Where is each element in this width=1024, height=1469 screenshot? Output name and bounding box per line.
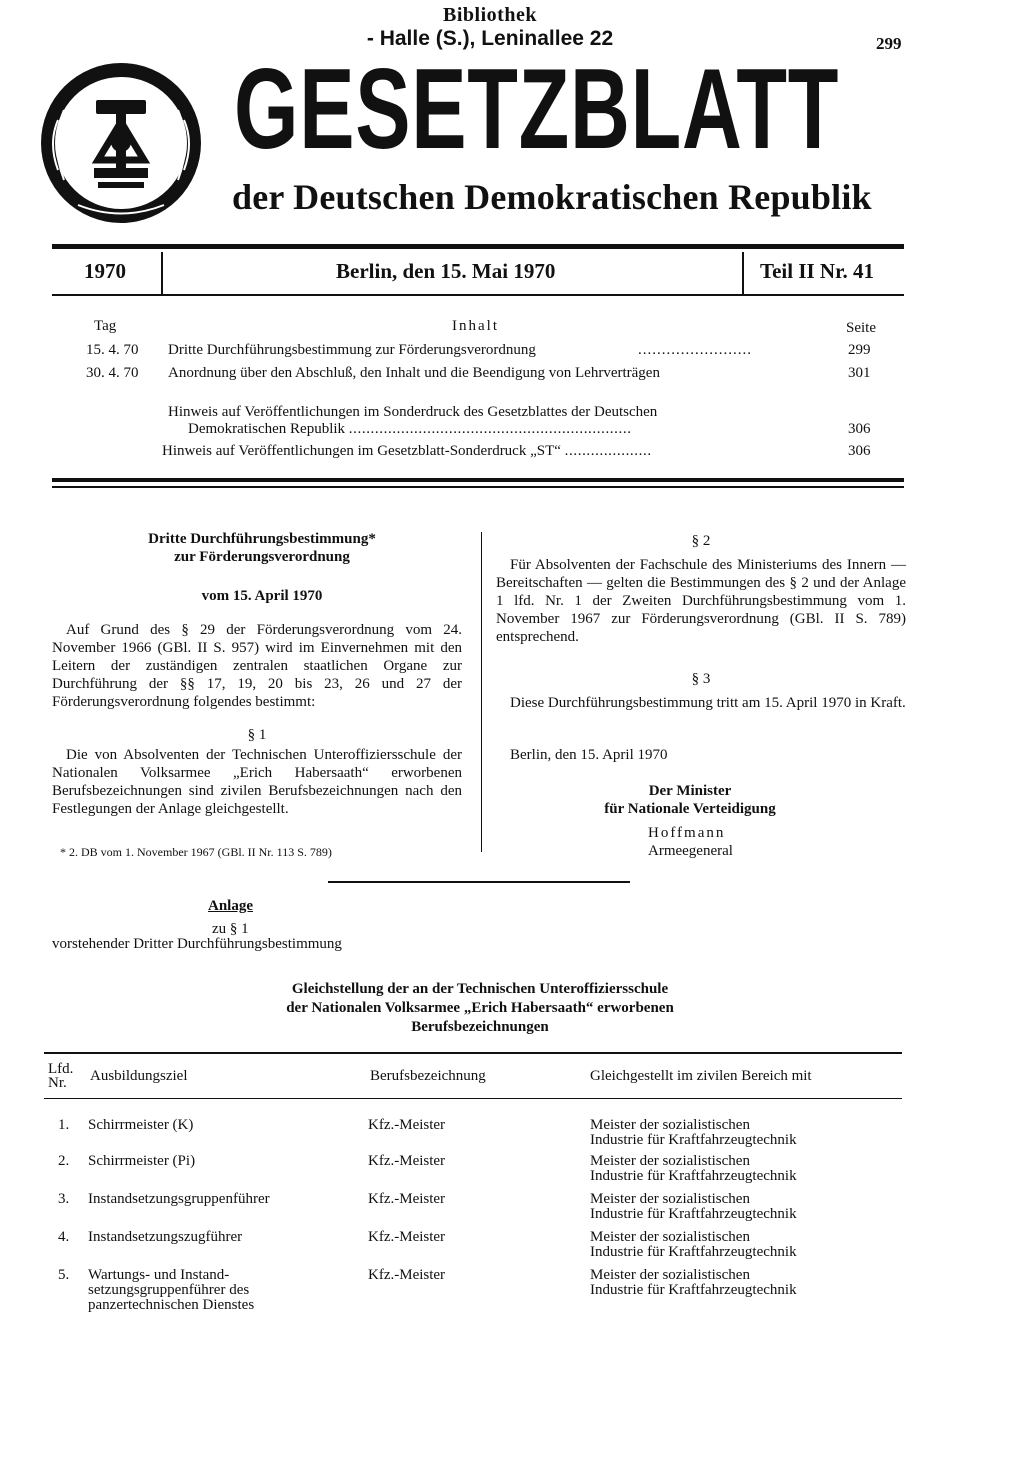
row-goal: Instandsetzungsgruppenführer bbox=[88, 1191, 270, 1207]
toc-page: 301 bbox=[848, 365, 871, 381]
row-nr: 4. bbox=[58, 1229, 70, 1245]
issue-part: Teil II Nr. 41 bbox=[760, 259, 874, 283]
toc-title: Anordnung über den Abschluß, den Inhalt und die Beendigung von Lehrverträgen bbox=[168, 365, 660, 381]
stamp-line-1: Bibliothek bbox=[443, 4, 537, 26]
article-title-line: zur Förderungsverordnung bbox=[174, 549, 350, 565]
row-equal: Industrie für Kraftfahrzeugtechnik bbox=[590, 1282, 797, 1298]
signer-name: Hoffmann bbox=[648, 825, 726, 841]
table-top-rule bbox=[44, 1052, 902, 1054]
section-2-body: Für Absolventen der Fachschule des Ministeriums des Innern — Bereitschaften — gelten die Bestimmungen des § 2 und der Anlage 1 lfd. Nr. 1 der Zweiten Durchführungsbestimmung vom 1. November 1967 zur Förderungsverordnung (GBl. II S. 789) entsprechend. bbox=[496, 557, 906, 645]
library-stamp bbox=[360, 4, 620, 50]
row-equal: Meister der sozialistischen bbox=[590, 1267, 750, 1283]
state-emblem-icon bbox=[38, 60, 204, 226]
signer-title: für Nationale Verteidigung bbox=[604, 801, 776, 817]
annex-ref-line: zu § 1 bbox=[212, 921, 249, 937]
annex-title bbox=[120, 980, 840, 1037]
row-nr: 5. bbox=[58, 1267, 70, 1283]
table-header-goal: Ausbildungsziel bbox=[90, 1068, 188, 1084]
row-goal: panzertechnischen Dienstes bbox=[88, 1297, 255, 1313]
row-goal: Wartungs- und Instand- bbox=[88, 1267, 230, 1283]
footnote: * 2. DB vom 1. November 1967 (GBl. II Nr. 113 S. 789) bbox=[60, 845, 332, 859]
section-3-heading: § 3 bbox=[691, 671, 711, 687]
toc-note-line: Hinweis auf Veröffentlichungen im Gesetzblatt-Sonderdruck „ST“ bbox=[162, 443, 561, 459]
annex-ref-line: vorstehender Dritter Durchführungsbestimmung bbox=[52, 936, 342, 952]
row-equal: Industrie für Kraftfahrzeugtechnik bbox=[590, 1168, 797, 1184]
toc-dots: ........................ bbox=[638, 342, 752, 358]
issue-place-date: Berlin, den 15. Mai 1970 bbox=[336, 259, 556, 283]
section-3-body: Diese Durchführungsbestimmung tritt am 15. April 1970 in Kraft. bbox=[510, 695, 906, 711]
toc-entry bbox=[86, 365, 886, 382]
toc-date: 15. 4. 70 bbox=[86, 342, 139, 358]
signer-rank: Armeegeneral bbox=[648, 843, 733, 859]
toc-date: 30. 4. 70 bbox=[86, 365, 139, 381]
toc-entry bbox=[86, 342, 886, 359]
table-header-rule bbox=[44, 1098, 902, 1099]
article-preamble bbox=[52, 621, 462, 711]
toc-note-line2: Demokratischen Republik bbox=[188, 421, 346, 437]
row-title: Kfz.-Meister bbox=[368, 1191, 446, 1207]
toc-note bbox=[162, 443, 652, 460]
stamp-line-2: - Halle (S.), Leninallee 22 bbox=[366, 27, 614, 50]
signer-title: Der Minister bbox=[648, 783, 732, 799]
toc-dots: .................... bbox=[564, 443, 652, 459]
section-2-text bbox=[496, 556, 906, 646]
article-date: vom 15. April 1970 bbox=[201, 588, 323, 604]
row-equal: Meister der sozialistischen bbox=[590, 1117, 750, 1133]
row-nr: 3. bbox=[58, 1191, 70, 1207]
row-equal: Meister der sozialistischen bbox=[590, 1153, 750, 1169]
table-header-nr-line: Nr. bbox=[48, 1075, 67, 1091]
row-nr: 2. bbox=[58, 1153, 70, 1169]
toc-bottom-rule bbox=[52, 486, 904, 488]
page-number: 299 bbox=[876, 34, 902, 53]
table-header-title: Berufsbezeichnung bbox=[370, 1068, 486, 1084]
issue-year: 1970 bbox=[84, 259, 126, 283]
column-divider bbox=[481, 532, 482, 852]
toc-page: 306 bbox=[848, 443, 871, 459]
section-2-heading: § 2 bbox=[691, 533, 711, 549]
row-equal: Industrie für Kraftfahrzeugtechnik bbox=[590, 1132, 797, 1148]
masthead-title: GESETZBLATT bbox=[234, 44, 840, 173]
signature-place-date: Berlin, den 15. April 1970 bbox=[510, 747, 668, 763]
toc-col-page: Seite bbox=[846, 320, 876, 336]
row-goal: Schirrmeister (K) bbox=[88, 1117, 194, 1133]
row-equal: Meister der sozialistischen bbox=[590, 1229, 750, 1245]
annex-separator-rule bbox=[328, 881, 630, 883]
annex-title-line: Gleichstellung der an der Technischen Unteroffiziersschule bbox=[291, 981, 669, 997]
toc-col-day: Tag bbox=[94, 318, 117, 334]
band-bottom-rule bbox=[52, 294, 904, 296]
toc-bottom-rule bbox=[52, 478, 904, 482]
annex-title-line: Berufsbezeichnungen bbox=[411, 1019, 549, 1035]
toc-page: 306 bbox=[848, 421, 871, 437]
row-title: Kfz.-Meister bbox=[368, 1267, 446, 1283]
divider bbox=[742, 252, 744, 294]
preamble-text: Auf Grund des § 29 der Förderungsverordnung vom 24. November 1966 (GBl. II S. 957) wird im Einvernehmen mit den Leitern der zuständigen zentralen staatlichen Organe zur Durchführung der §§ 17, 19, 20 bis 23, 26 und 27 der Förderungsverordnung folgendes bestimmt: bbox=[52, 622, 462, 710]
toc-note-line: Hinweis auf Veröffentlichungen im Sonderdruck des Gesetzblattes der Deutschen bbox=[168, 404, 658, 420]
section-1-body: Die von Absolventen der Technischen Unteroffiziersschule der Nationalen Volksarmee „Erich Habersaath“ erworbenen Berufsbezeichnungen sind zivilen Berufsbezeichnungen nach den Festlegungen der Anlage gleichgestellt. bbox=[52, 747, 462, 817]
masthead-subtitle: der Deutschen Demokratischen Republik bbox=[232, 177, 872, 217]
section-3-text bbox=[496, 694, 906, 712]
signer-block bbox=[560, 782, 820, 818]
toc-title: Dritte Durchführungsbestimmung zur Förderungsverordnung bbox=[168, 342, 536, 358]
row-goal: setzungsgruppenführer des bbox=[88, 1282, 250, 1298]
top-rule bbox=[52, 244, 904, 249]
table-header-equal: Gleichgestellt im zivilen Bereich mit bbox=[590, 1068, 812, 1084]
toc-page: 299 bbox=[848, 342, 871, 358]
row-equal: Industrie für Kraftfahrzeugtechnik bbox=[590, 1206, 797, 1222]
article-title-line: Dritte Durchführungsbestimmung* bbox=[148, 531, 376, 547]
annex-heading: Anlage bbox=[208, 898, 253, 914]
divider bbox=[161, 252, 163, 294]
row-equal: Industrie für Kraftfahrzeugtechnik bbox=[590, 1244, 797, 1260]
row-goal: Instandsetzungszugführer bbox=[88, 1229, 243, 1245]
row-equal: Meister der sozialistischen bbox=[590, 1191, 750, 1207]
table-header-nr bbox=[48, 1062, 73, 1090]
section-1-heading: § 1 bbox=[247, 727, 267, 743]
toc-col-content: Inhalt bbox=[452, 318, 499, 334]
row-nr: 1. bbox=[58, 1117, 70, 1133]
row-goal: Schirrmeister (Pi) bbox=[88, 1153, 196, 1169]
toc-note bbox=[168, 404, 657, 438]
row-title: Kfz.-Meister bbox=[368, 1229, 446, 1245]
section-1-text bbox=[52, 746, 462, 818]
annex-title-line: der Nationalen Volksarmee „Erich Habersaath“ erworbenen bbox=[286, 1000, 674, 1016]
table-header-nr-line: Lfd. bbox=[48, 1061, 74, 1077]
toc-note-line bbox=[168, 421, 657, 438]
row-title: Kfz.-Meister bbox=[368, 1153, 446, 1169]
article-title bbox=[60, 530, 464, 566]
row-title: Kfz.-Meister bbox=[368, 1117, 446, 1133]
toc-dots: ................................................................. bbox=[348, 421, 632, 437]
